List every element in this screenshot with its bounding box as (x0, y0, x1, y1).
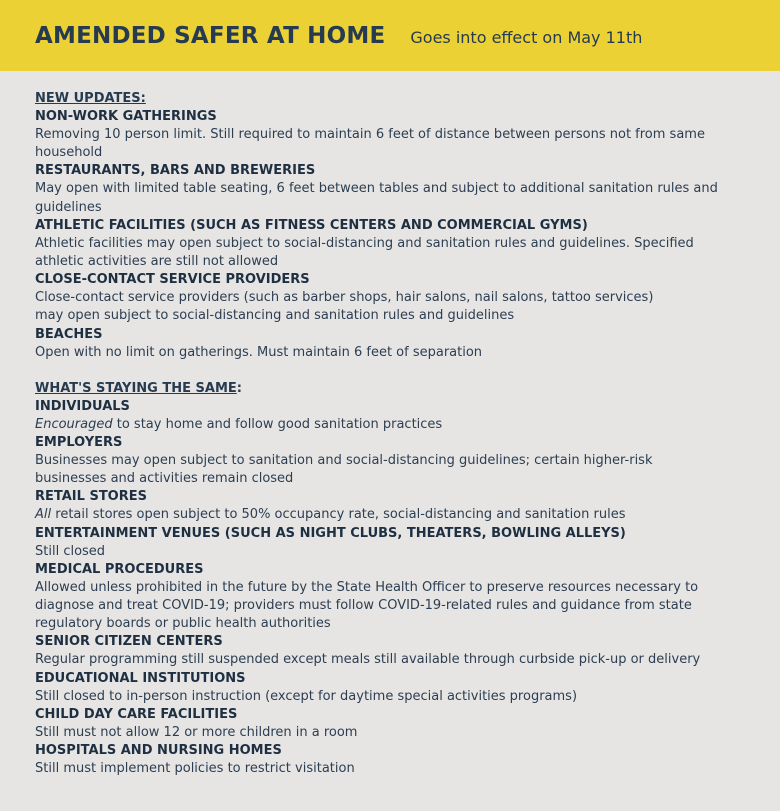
item-title: EDUCATIONAL INSTITUTIONS (35, 670, 246, 686)
item-description-line: Open with no limit on gatherings. Must maintain 6 feet of separation (35, 344, 483, 360)
item-description-emphasis: Encouraged (35, 416, 113, 432)
item-description-line: Removing 10 person limit. Still required to maintain 6 feet of distance between persons not from same (35, 127, 705, 142)
item-title: NON-WORK GATHERINGS (35, 109, 217, 124)
item-description-line: Still must implement policies to restrict visitation (35, 761, 355, 777)
item-title: BEACHES (35, 326, 103, 342)
item-description-line: Still closed (35, 543, 106, 559)
list-item (35, 488, 760, 524)
item-description-line: Businesses may open subject to sanitation and social-distancing guidelines; certain higher-risk (35, 453, 653, 469)
staying-same-list (35, 398, 760, 778)
section-spacer (35, 362, 760, 380)
item-description-line: Close-contact service providers (such as barber shops, hair salons, nail salons, tattoo services) (35, 290, 654, 306)
item-description-line: Athletic facilities may open subject to social-distancing and sanitation rules and guidelines. Specified (35, 235, 694, 251)
list-item (35, 670, 760, 706)
list-item (35, 326, 760, 362)
item-description-line: diagnose and treat COVID-19; providers must follow COVID-19-related rules and guidance from state (35, 598, 692, 614)
header-banner (0, 0, 780, 71)
item-description-line: regulatory boards or public health authorities (35, 616, 331, 632)
item-description-line (35, 416, 760, 434)
list-item (35, 706, 760, 742)
staying-same-heading (35, 380, 760, 398)
effective-date-subtitle: Goes into effect on May 11th (410, 28, 643, 47)
list-item (35, 633, 760, 669)
item-title: ENTERTAINMENT VENUES (SUCH AS NIGHT CLUBS, THEATERS, BOWLING ALLEYS) (35, 525, 626, 541)
item-title: RESTAURANTS, BARS AND BREWERIES (35, 163, 316, 179)
item-description-emphasis: All (35, 507, 52, 523)
staying-same-heading-underlined: WHAT'S STAYING THE SAME (35, 380, 237, 396)
item-title: RETAIL STORES (35, 489, 147, 505)
list-item (35, 217, 760, 271)
item-title: INDIVIDUALS (35, 398, 130, 414)
item-description-line: businesses and activities remain closed (35, 471, 294, 487)
document-body (0, 71, 780, 778)
list-item (35, 162, 760, 216)
item-description-rest: to stay home and follow good sanitation practices (112, 416, 443, 432)
item-description-line: guidelines (35, 199, 102, 215)
item-description-line (35, 506, 760, 524)
item-description-line: Allowed unless prohibited in the future by the State Health Officer to preserve resources necessary to (35, 579, 699, 595)
list-item (35, 561, 760, 634)
item-description-line: Regular programming still suspended except meals still available through curbside pick-up or delivery (35, 652, 701, 668)
staying-same-heading-colon: : (236, 380, 242, 396)
list-item (35, 398, 760, 434)
item-title: SENIOR CITIZEN CENTERS (35, 634, 223, 650)
item-description-line: athletic activities are still not allowed (35, 254, 279, 270)
item-description-line: Still closed to in-person instruction (except for daytime special activities programs) (35, 688, 578, 704)
new-updates-heading: NEW UPDATES: (35, 91, 146, 106)
item-description-line: may open subject to social-distancing and sanitation rules and guidelines (35, 308, 515, 324)
list-item (35, 742, 760, 778)
item-description-rest: retail stores open subject to 50% occupancy rate, social-distancing and sanitation rules (51, 507, 626, 523)
new-updates-list (35, 108, 760, 362)
page-title: AMENDED SAFER AT HOME (35, 22, 386, 49)
item-description-line: household (35, 145, 103, 161)
list-item (35, 525, 760, 561)
list-item (35, 434, 760, 488)
item-title: ATHLETIC FACILITIES (SUCH AS FITNESS CENTERS AND COMMERCIAL GYMS) (35, 217, 588, 233)
item-title: HOSPITALS AND NURSING HOMES (35, 743, 282, 759)
item-title: MEDICAL PROCEDURES (35, 561, 204, 577)
item-description-line: May open with limited table seating, 6 feet between tables and subject to additional sanitation rules and (35, 181, 718, 197)
list-item (35, 108, 760, 162)
item-title: CLOSE-CONTACT SERVICE PROVIDERS (35, 272, 310, 288)
item-description-line: Still must not allow 12 or more children in a room (35, 724, 358, 740)
list-item (35, 271, 760, 325)
item-title: CHILD DAY CARE FACILITIES (35, 706, 238, 722)
item-title: EMPLOYERS (35, 435, 123, 451)
